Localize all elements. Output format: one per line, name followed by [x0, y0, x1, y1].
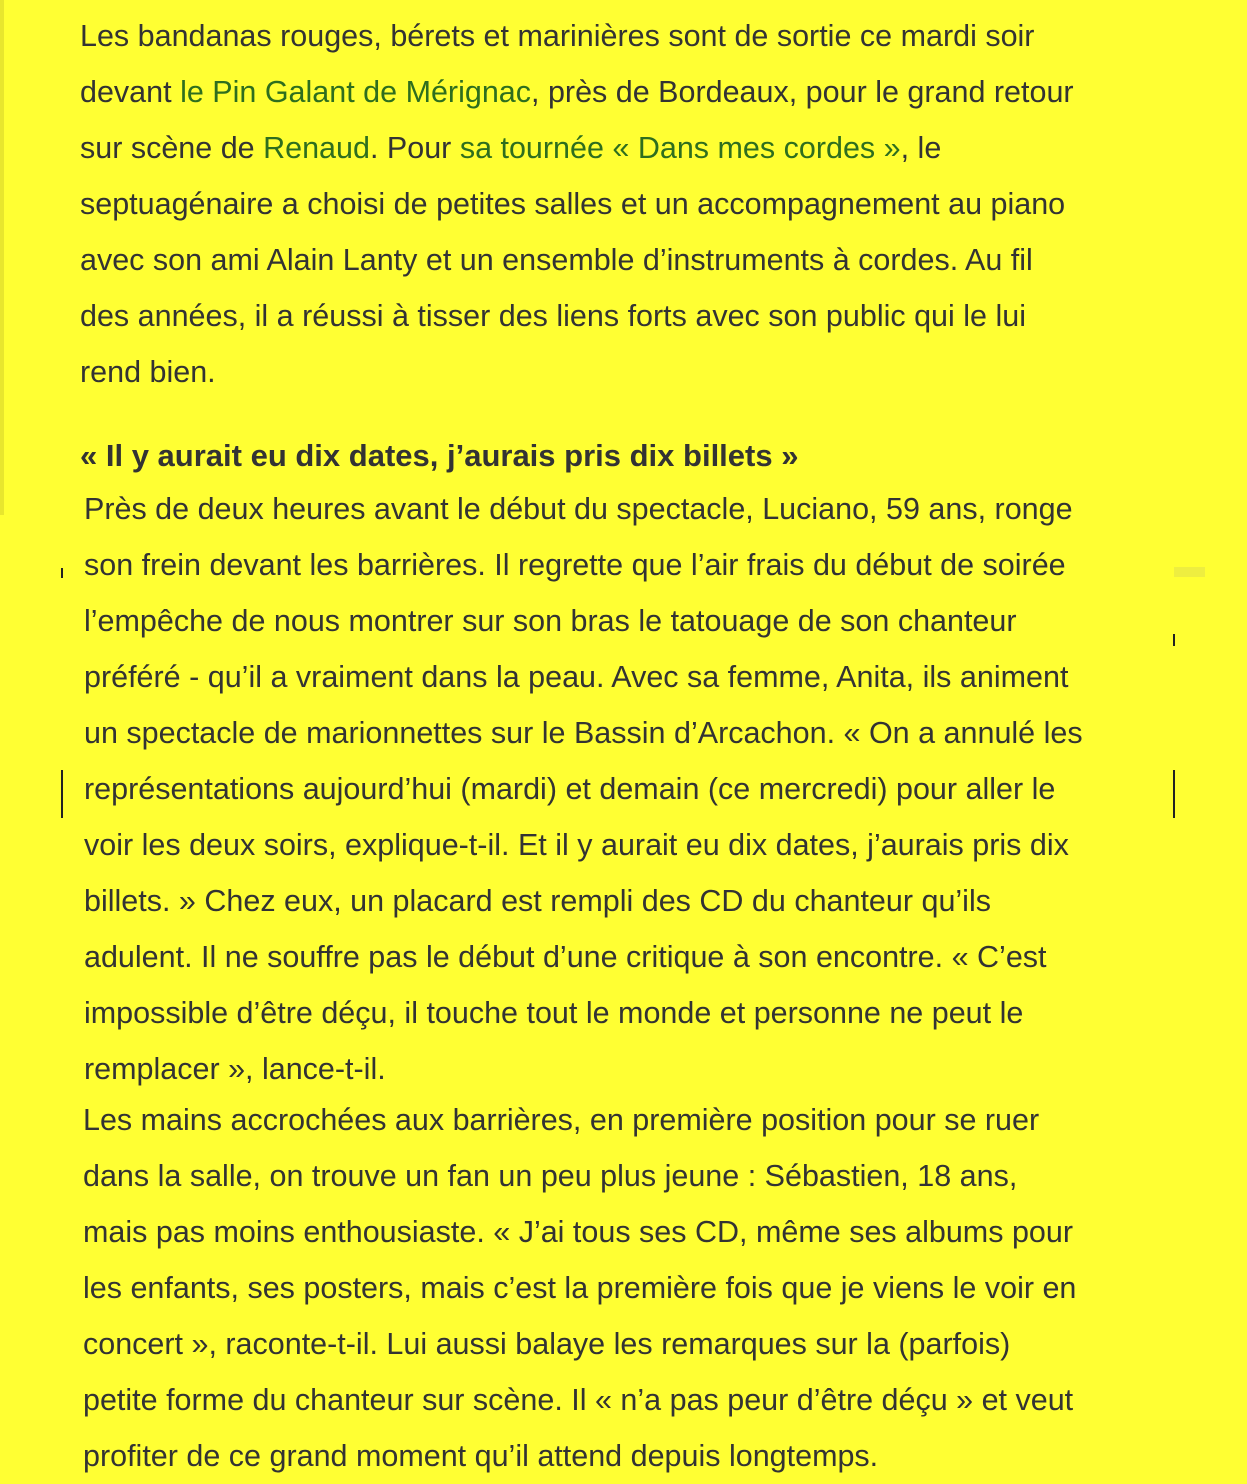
sebastien-paragraph — [83, 1092, 1076, 1484]
section-heading: « Il y aurait eu dix dates, j’aurais pris dix billets » — [80, 438, 799, 473]
paragraph-line: impossible d’être déçu, il touche tout le monde et personne ne peut le — [84, 996, 1024, 1030]
text-run: . Pour — [369, 131, 460, 165]
paragraph-line: profiter de ce grand moment qu’il attend depuis longtemps. — [83, 1439, 879, 1473]
link-tournee[interactable]: sa tournée « Dans mes cordes » — [459, 131, 901, 165]
paragraph-line: dans la salle, on trouve un fan un peu plus jeune : Sébastien, 18 ans, — [83, 1159, 1018, 1193]
text-run: , le — [900, 131, 942, 165]
paragraph-line: représentations aujourd’hui (mardi) et demain (ce mercredi) pour aller le — [84, 772, 1056, 806]
paragraph-line: voir les deux soirs, explique-t-il. Et il y aurait eu dix dates, j’aurais pris dix — [84, 828, 1069, 862]
selection-bar-right — [1173, 770, 1175, 818]
left-border-rule — [0, 0, 4, 515]
paragraph-line: les enfants, ses posters, mais c’est la première fois que je viens le voir en — [83, 1271, 1077, 1305]
luciano-paragraph — [84, 481, 1083, 1097]
paragraph-line — [80, 120, 1074, 176]
text-run: , près de Bordeaux, pour le grand retour — [531, 75, 1074, 109]
paragraph-line: adulent. Il ne souffre pas le début d’une critique à son encontre. « C’est — [84, 940, 1047, 974]
paragraph-line: mais pas moins enthousiaste. « J’ai tous ses CD, même ses albums pour — [83, 1215, 1073, 1249]
link-pin-galant[interactable]: le Pin Galant de Mérignac — [180, 75, 532, 109]
paragraph-line: billets. » Chez eux, un placard est rempli des CD du chanteur qu’ils — [84, 884, 991, 918]
intro-paragraph — [80, 8, 1074, 400]
paragraph-line: un spectacle de marionnettes sur le Bassin d’Arcachon. « On a annulé les — [84, 716, 1083, 750]
selection-bar-left — [61, 770, 63, 818]
paragraph-line: concert », raconte-t-il. Lui aussi balaye les remarques sur la (parfois) — [83, 1327, 1011, 1361]
paragraph-line: septuagénaire a choisi de petites salles et un accompagnement au piano — [80, 187, 1066, 221]
link-renaud[interactable]: Renaud — [263, 131, 370, 165]
paragraph-line: des années, il a réussi à tisser des liens forts avec son public qui le lui — [80, 299, 1026, 333]
paragraph-line: son frein devant les barrières. Il regrette que l’air frais du début de soirée — [84, 548, 1066, 582]
paragraph-line: Les bandanas rouges, bérets et marinières sont de sortie ce mardi soir — [80, 19, 1035, 53]
paragraph-line — [80, 64, 1074, 120]
paragraph-line: Près de deux heures avant le début du spectacle, Luciano, 59 ans, ronge — [84, 492, 1073, 526]
paragraph-line: Les mains accrochées aux barrières, en première position pour se ruer — [83, 1103, 1040, 1137]
paragraph-line: remplacer », lance-t-il. — [84, 1052, 386, 1086]
paragraph-line: petite forme du chanteur sur scène. Il « n’a pas peur d’être déçu » et veut — [83, 1383, 1074, 1417]
selection-tick-right-top — [1173, 634, 1175, 646]
faint-highlight-mark — [1174, 567, 1205, 577]
text-run: devant — [80, 75, 181, 109]
selection-tick-left-top — [61, 568, 63, 578]
paragraph-line: l’empêche de nous montrer sur son bras le tatouage de son chanteur — [84, 604, 1017, 638]
paragraph-line: avec son ami Alain Lanty et un ensemble d’instruments à cordes. Au fil — [80, 243, 1033, 277]
text-run: sur scène de — [80, 131, 264, 165]
paragraph-line: rend bien. — [80, 355, 216, 389]
paragraph-line: préféré - qu’il a vraiment dans la peau. Avec sa femme, Anita, ils animent — [84, 660, 1069, 694]
